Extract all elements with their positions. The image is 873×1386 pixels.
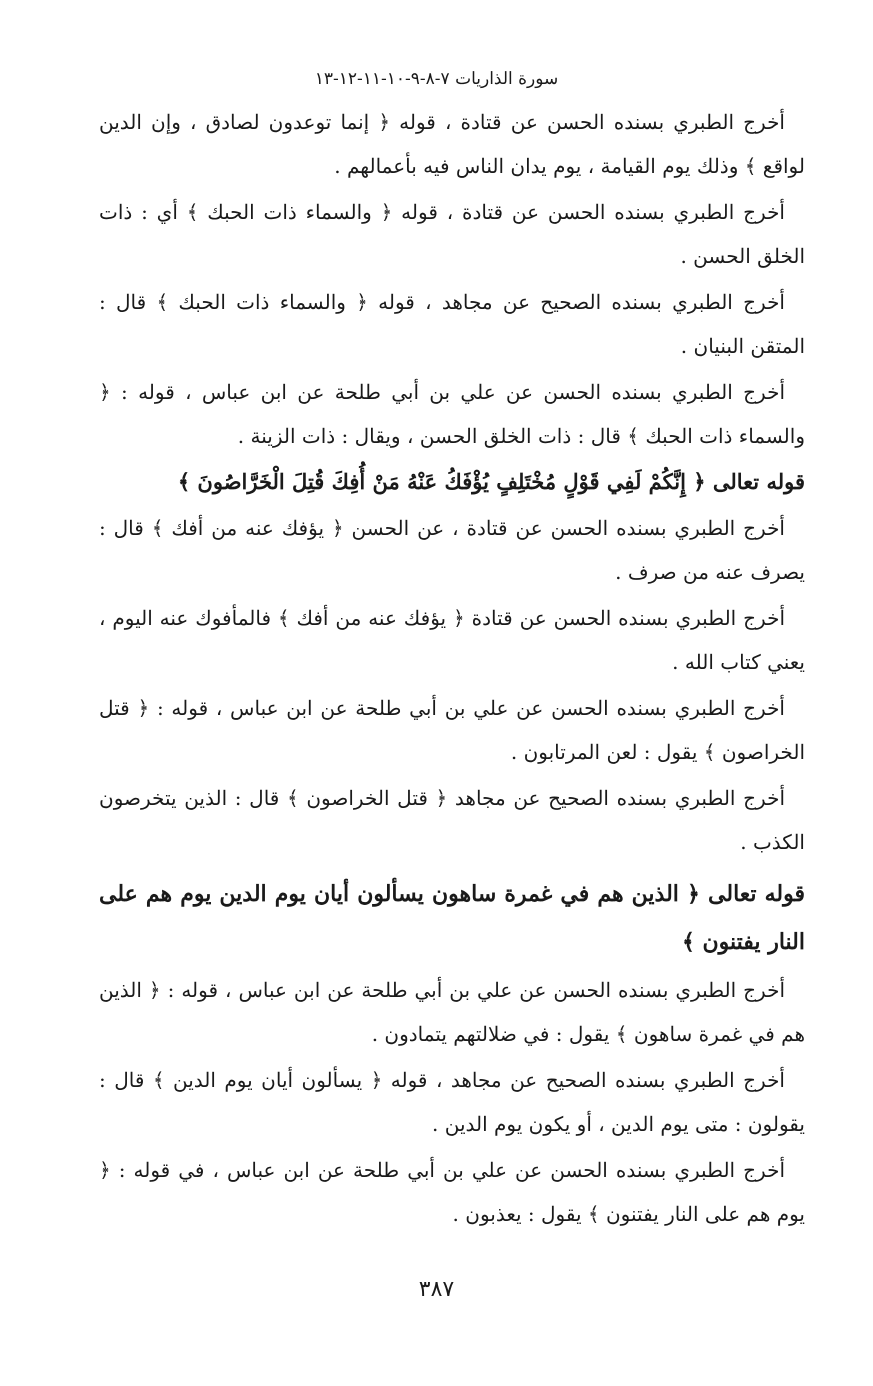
- paragraph-4: أخرج الطبري بسنده الحسن عن علي بن أبي طلحة عن ابن عباس ، قوله : ﴿ والسماء ذات الحبك ﴾ قال : ذات الخلق الحسن ، ويقال : ذات الزينة .: [99, 380, 805, 448]
- page-number: ٣٨٧: [418, 1277, 455, 1302]
- paragraph-11: أخرج الطبري بسنده الحسن عن علي بن أبي طلحة عن ابن عباس ، في قوله : ﴿ يوم هم على النار يفتنون ﴾ يقول : يعذبون .: [99, 1158, 805, 1226]
- paragraph-6: أخرج الطبري بسنده الحسن عن قتادة ﴿ يؤفك عنه من أفك ﴾ فالمأفوك عنه اليوم ، يعني كتاب الله .: [99, 606, 805, 674]
- paragraph-2: أخرج الطبري بسنده الحسن عن قتادة ، قوله ﴿ والسماء ذات الحبك ﴾ أي : ذات الخلق الحسن .: [99, 200, 805, 268]
- paragraph-7: أخرج الطبري بسنده الحسن عن علي بن أبي طلحة عن ابن عباس ، قوله : ﴿ قتل الخراصون ﴾ يقول : لعن المرتابون .: [99, 696, 805, 764]
- verse-heading-1: قوله تعالى ﴿ إِنَّكُمْ لَفِي قَوْلٍ مُخْتَلِفٍ يُؤْفَكُ عَنْهُ مَنْ أُفِكَ قُتِلَ الْخَرَّاصُونَ ﴾: [177, 469, 805, 494]
- paragraph-1: أخرج الطبري بسنده الحسن عن قتادة ، قوله ﴿ إنما توعدون لصادق ، وإن الدين لواقع ﴾ وذلك يوم القيامة ، يوم يدان الناس فيه بأعمالهم .: [99, 110, 805, 178]
- verse-heading-2: قوله تعالى ﴿ الذين هم في غمرة ساهون يسألون أيان يوم الدين يوم هم على النار يفتنون ﴾: [99, 881, 805, 955]
- paragraph-9: أخرج الطبري بسنده الحسن عن علي بن أبي طلحة عن ابن عباس ، قوله : ﴿ الذين هم في غمرة ساهون ﴾ يقول : في ضلالتهم يتمادون .: [99, 978, 805, 1046]
- paragraph-3: أخرج الطبري بسنده الصحيح عن مجاهد ، قوله ﴿ والسماء ذات الحبك ﴾ قال : المتقن البنيان .: [99, 290, 805, 358]
- page-body: [99, 100, 805, 1238]
- running-header: سورة الذاريات ٧-٨-٩-١٠-١١-١٢-١٣: [314, 69, 559, 89]
- paragraph-8: أخرج الطبري بسنده الصحيح عن مجاهد ﴿ قتل الخراصون ﴾ قال : الذين يتخرصون الكذب .: [99, 786, 805, 854]
- paragraph-5: أخرج الطبري بسنده الحسن عن قتادة ، عن الحسن ﴿ يؤفك عنه من أفك ﴾ قال : يصرف عنه من صرف .: [99, 516, 805, 584]
- paragraph-10: أخرج الطبري بسنده الصحيح عن مجاهد ، قوله ﴿ يسألون أيان يوم الدين ﴾ قال : يقولون : متى يوم الدين ، أو يكون يوم الدين .: [99, 1068, 805, 1136]
